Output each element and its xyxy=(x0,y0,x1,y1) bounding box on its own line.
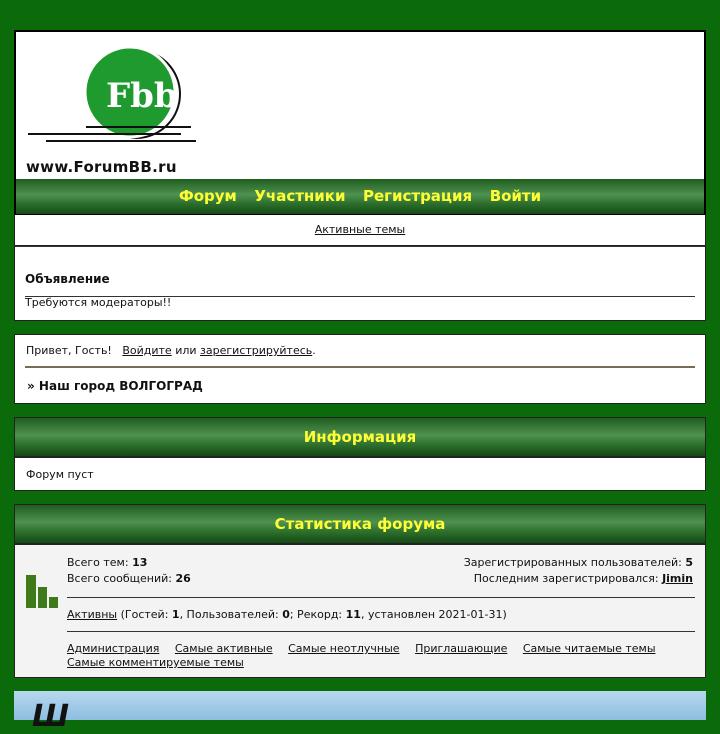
nav-login[interactable]: Войти xyxy=(489,187,542,205)
logo-letters: Fbb xyxy=(106,76,178,116)
greeting: Привет, Гость! xyxy=(26,344,112,357)
announcement xyxy=(14,246,706,321)
link-most-persistent[interactable]: Самые неотлучные xyxy=(288,642,400,655)
stats-links xyxy=(67,642,687,670)
info-text: Форум пуст xyxy=(26,468,94,481)
registered-users: Зарегистрированных пользователей: 5 xyxy=(463,556,693,569)
nav-register[interactable]: Регистрация xyxy=(362,187,473,205)
period: . xyxy=(312,344,316,357)
banner-logo: Ш xyxy=(32,699,68,734)
online-stats: Активны (Гостей: 1, Пользователей: 0; Рекорд: 11, установлен 2021-01-31) xyxy=(67,608,507,621)
active-topics-link[interactable]: Активные темы xyxy=(314,223,406,236)
nav-members[interactable]: Участники xyxy=(254,187,346,205)
welcome-box xyxy=(14,334,706,404)
link-most-read[interactable]: Самые читаемые темы xyxy=(522,642,656,655)
link-inviters[interactable]: Приглашающие xyxy=(415,642,508,655)
login-link[interactable]: Войдите xyxy=(122,344,172,357)
announcement-title: Объявление xyxy=(25,272,110,286)
last-registered: Последним зарегистрировался: Jimin xyxy=(473,572,693,585)
active-users-link[interactable]: Активны xyxy=(67,608,118,621)
breadcrumb: » Наш город ВОЛГОГРАД xyxy=(27,379,203,393)
divider xyxy=(67,631,695,632)
info-body xyxy=(14,457,706,491)
link-administration[interactable]: Администрация xyxy=(67,642,160,655)
link-most-commented[interactable]: Самые комментируемые темы xyxy=(67,656,244,669)
bottom-banner xyxy=(14,691,706,734)
stats-header: Статистика форума xyxy=(14,504,706,544)
nav-forum[interactable]: Форум xyxy=(178,187,237,205)
main-nav xyxy=(16,179,704,214)
divider xyxy=(25,366,695,368)
forum-header xyxy=(14,30,706,216)
bar-chart-icon xyxy=(26,575,60,609)
last-registered-user-link[interactable]: Jimin xyxy=(662,572,693,585)
divider xyxy=(67,597,695,598)
logo-area xyxy=(16,32,704,179)
active-topics-strip xyxy=(14,215,706,246)
welcome-text xyxy=(26,344,316,357)
link-most-active[interactable]: Самые активные xyxy=(174,642,273,655)
register-link[interactable]: зарегистрируйтесь xyxy=(200,344,313,357)
announcement-text: Требуются модераторы!! xyxy=(25,296,172,309)
or-text: или xyxy=(175,344,197,357)
stats-body xyxy=(14,544,706,678)
info-header: Информация xyxy=(14,417,706,457)
site-url: www.ForumBB.ru xyxy=(26,158,177,176)
total-posts: Всего сообщений: 26 xyxy=(67,572,191,585)
total-topics: Всего тем: 13 xyxy=(67,556,148,569)
forumbb-logo[interactable] xyxy=(26,34,226,154)
